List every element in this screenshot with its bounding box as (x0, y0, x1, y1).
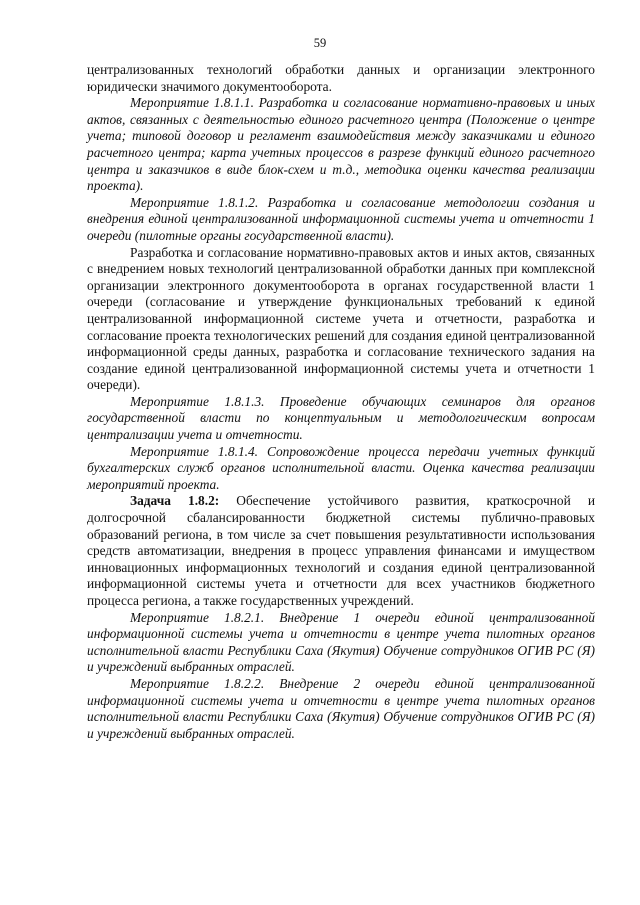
measure-1-8-1-1: Мероприятие 1.8.1.1. Разработка и согласование нормативно-правовых и иных актов, связанных с деятельностью единого расчетного центра (Положение о центре учета; типовой договор и регламент взаимодействия между заказчиками и единого расчетного центра; карта учетных процессов в разрезе функций единого расчетного центра и заказчиков в виде блок-схем и т.д., методика оценки качества реализации проекта). (87, 95, 595, 194)
measure-1-8-1-4: Мероприятие 1.8.1.4. Сопровождение процесса передачи учетных функций бухгалтерских служб органов исполнительной власти. Оценка качества реализации мероприятий проекта. (87, 443, 595, 492)
measure-1-8-1-2: Мероприятие 1.8.1.2. Разработка и согласование методологии создания и внедрения единой централизованной информационной системы учета и отчетности 1 очереди (пилотные органы государственной власти). (87, 194, 595, 243)
paragraph-development-description: Разработка и согласование нормативно-правовых актов и иных актов, связанных с внедрением новых технологий централизованной обработки данных при комплексной организации электронного документооборота в органах государственной власти 1 очереди (согласование и утверждение функциональных требований к единой централизованной информационной системе учета и отчетности, разработка и согласование проекта технологических решений для создания единой централизованной информационной среды данных, разработка и согласование технического задания на создание единой централизованной информационной системы учета и отчетности 1 очереди). (87, 244, 595, 393)
measure-1-8-1-3: Мероприятие 1.8.1.3. Проведение обучающих семинаров для органов государственной власти по концептуальным и методологическим вопросам централизации учета и отчетности. (87, 393, 595, 443)
task-1-8-2 (87, 493, 595, 609)
measure-1-8-2-1: Мероприятие 1.8.2.1. Внедрение 1 очереди единой централизованной информационной системы учета и отчетности в центре учета пилотных органов исполнительной власти Республики Саха (Якутия) Обучение сотрудников ОГИВ РС (Я) и учреждений выбранных отраслей. (87, 609, 595, 675)
task-text: Обеспечение устойчивого развития, краткосрочной и долгосрочной сбалансированности бюджетной системы публично-правовых образований региона, в том числе за счет повышения результативности использования средств автоматизации, внедрения в процесс управления финансами и имуществом инновационных информационных технологий и создания единой централизованной информационной системы учета и отчетности для всех участников бюджетного процесса региона, а также государственных учреждений. (87, 493, 596, 608)
paragraph-continuation: централизованных технологий обработки данных и организации электронного юридически значимого документооборота. (87, 62, 595, 94)
task-label: Задача 1.8.2: (130, 493, 220, 509)
measure-1-8-2-2: Мероприятие 1.8.2.2. Внедрение 2 очереди единой централизованной информационной системы учета и отчетности в центре учета пилотных органов исполнительной власти Республики Саха (Якутия) Обучение сотрудников ОГИВ РС (Я) и учреждений выбранных отраслей. (87, 675, 595, 741)
body-text (87, 62, 595, 742)
page-number: 59 (313, 36, 327, 50)
